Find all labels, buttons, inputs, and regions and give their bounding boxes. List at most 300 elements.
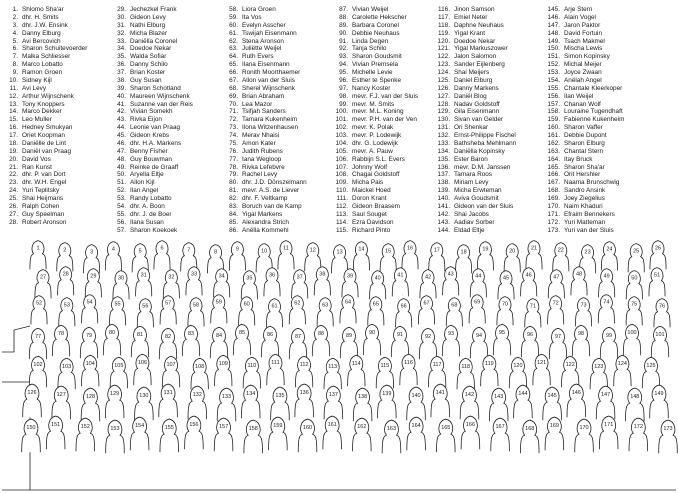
person-number: 82 bbox=[164, 333, 172, 340]
legend-number: 93. bbox=[339, 53, 348, 61]
legend-name: Randy Lobatto bbox=[130, 195, 172, 202]
legend-name: Avi Bercovich bbox=[22, 37, 61, 45]
person-silhouette bbox=[160, 419, 179, 452]
legend-entry bbox=[112, 45, 193, 53]
person-outline bbox=[400, 354, 417, 385]
legend-entry bbox=[330, 219, 418, 227]
person-number: 61 bbox=[271, 303, 278, 310]
person-outline bbox=[436, 419, 455, 452]
legend-name: Tamara Kukenheim bbox=[242, 116, 298, 124]
legend-name: Debbie Dupont bbox=[564, 132, 607, 139]
legend-entry bbox=[224, 195, 307, 203]
legend-name: Danny Schilo bbox=[130, 61, 168, 69]
person-outline bbox=[163, 270, 179, 299]
legend-name: mevr. F.J. van der Sluis bbox=[352, 92, 419, 100]
legend-name: Leonie van Praag bbox=[130, 124, 181, 132]
person-number: 103 bbox=[62, 363, 72, 370]
person-number: 116 bbox=[404, 359, 413, 366]
person-number: 136 bbox=[299, 390, 309, 397]
legend-name: Ronith Moorthaemer bbox=[242, 69, 301, 76]
person-outline bbox=[654, 299, 670, 328]
person-outline bbox=[109, 297, 125, 326]
legend-entry bbox=[224, 219, 307, 227]
legend-entry bbox=[432, 219, 516, 227]
person-number: 149 bbox=[654, 391, 664, 398]
person-number: 23 bbox=[584, 249, 591, 256]
legend-entry bbox=[4, 69, 87, 77]
legend-name: Daniel Elburg bbox=[454, 76, 493, 84]
legend-number: 154. bbox=[547, 76, 560, 84]
person-outline bbox=[470, 269, 486, 298]
legend-entry bbox=[112, 69, 193, 77]
person-number: 128 bbox=[85, 394, 96, 401]
legend-name: dhr. A. Boon bbox=[130, 202, 165, 210]
legend-name: Sharon Elburg bbox=[564, 139, 605, 147]
legend-name: Sivan van Gelder bbox=[454, 116, 504, 124]
legend-entry bbox=[224, 38, 307, 46]
outline-drawing bbox=[0, 232, 678, 493]
legend-entry bbox=[112, 195, 193, 203]
legend-number: 129. bbox=[437, 108, 450, 116]
legend-entry bbox=[224, 45, 307, 53]
person-number: 133 bbox=[221, 394, 232, 401]
person-outline bbox=[185, 416, 204, 449]
legend-name: Ran Kunst bbox=[22, 163, 52, 171]
person-silhouette bbox=[159, 384, 178, 417]
legend-name: Yigal Krant bbox=[454, 29, 486, 37]
person-number: 81 bbox=[136, 331, 144, 338]
legend-name: Doedoe Nekar bbox=[454, 37, 496, 45]
legend-name: Vivian Somekh bbox=[130, 108, 173, 116]
person-outline bbox=[324, 386, 343, 419]
legend-name: Danny Elburg bbox=[22, 29, 61, 37]
person-number: 25 bbox=[633, 248, 640, 255]
legend-entry bbox=[224, 53, 307, 61]
legend-name: Guy Speelman bbox=[22, 210, 65, 218]
legend-number: 24. bbox=[9, 187, 18, 195]
legend-name: Louraine Tugendhaft bbox=[564, 108, 623, 116]
person-silhouette bbox=[185, 416, 204, 449]
person-outline bbox=[348, 355, 365, 386]
person-outline bbox=[382, 420, 401, 453]
person-number: 154 bbox=[135, 423, 145, 430]
legend-entry bbox=[330, 116, 418, 124]
legend-entry bbox=[4, 140, 87, 148]
legend-entry bbox=[112, 38, 193, 46]
person-number: 66 bbox=[400, 303, 407, 310]
legend-entry bbox=[542, 53, 624, 61]
legend-number: 20. bbox=[9, 155, 18, 163]
person-outline bbox=[561, 356, 578, 387]
legend-entry bbox=[224, 93, 307, 101]
legend-number: 43. bbox=[117, 116, 126, 124]
legend-name: Johnny Wolf bbox=[352, 163, 388, 171]
person-number: 79 bbox=[85, 332, 93, 339]
person-silhouette bbox=[135, 387, 154, 420]
legend-name: Micha Erwteman bbox=[454, 187, 502, 195]
legend-entry bbox=[224, 164, 307, 172]
person-number: 68 bbox=[451, 302, 458, 309]
person-outline bbox=[548, 270, 564, 299]
legend-number: 96. bbox=[339, 76, 348, 84]
legend-name: Michelle Levie bbox=[352, 69, 393, 76]
person-number: 151 bbox=[51, 422, 61, 429]
person-outline bbox=[162, 356, 179, 387]
person-number: 67 bbox=[423, 300, 430, 307]
person-number: 14 bbox=[358, 246, 365, 253]
legend-entry bbox=[542, 164, 624, 172]
legend-name: Anëlla Kommehl bbox=[242, 226, 289, 234]
legend-name: Walda Sofiar bbox=[130, 53, 167, 61]
legend-name: Suzanne van der Reis bbox=[130, 100, 193, 108]
legend-name: Judith Rubens bbox=[242, 147, 283, 155]
legend-entry bbox=[4, 219, 87, 227]
person-number: 156 bbox=[189, 422, 199, 429]
legend-number: 66. bbox=[229, 69, 238, 76]
person-outline bbox=[29, 356, 46, 387]
legend-number: 173. bbox=[547, 226, 560, 234]
legend-number: 135. bbox=[437, 155, 450, 163]
legend-entry bbox=[224, 108, 307, 116]
person-number: 131 bbox=[163, 390, 173, 397]
person-silhouette bbox=[298, 419, 317, 452]
legend-entry bbox=[330, 77, 418, 85]
legend-number: 99. bbox=[339, 100, 348, 108]
legend-number: 52. bbox=[117, 187, 126, 195]
legend-name: Saul Souget bbox=[352, 210, 387, 218]
legend-name: Aadiav Sorber bbox=[454, 218, 495, 226]
person-number: 98 bbox=[577, 330, 585, 337]
legend-entry bbox=[112, 6, 193, 14]
legend-name: Emiel Neter bbox=[454, 13, 488, 21]
person-silhouette bbox=[659, 420, 678, 453]
legend-entry bbox=[330, 85, 418, 93]
legend-number: 101. bbox=[335, 116, 348, 124]
legend-name: dhr. H.A. Markens bbox=[130, 139, 182, 147]
person-outline bbox=[572, 325, 589, 356]
person-number: 155 bbox=[164, 425, 174, 432]
legend-entry bbox=[330, 30, 418, 38]
legend-number: 86. bbox=[229, 226, 238, 234]
person-outline bbox=[521, 326, 538, 357]
person-outline bbox=[378, 385, 397, 418]
person-number: 159 bbox=[273, 423, 283, 430]
legend-entry bbox=[4, 30, 87, 38]
legend-name: Gideon Levy bbox=[130, 13, 166, 21]
person-outline bbox=[30, 241, 46, 270]
person-number: 51 bbox=[653, 272, 661, 279]
legend-name: Jinon Samson bbox=[454, 6, 495, 13]
person-number: 118 bbox=[461, 363, 471, 370]
person-outline bbox=[600, 327, 617, 358]
person-outline bbox=[396, 299, 412, 328]
legend-name: Simon Kopinsky bbox=[564, 53, 610, 61]
legend-name: Alexandra Strich bbox=[242, 218, 289, 226]
legend-entry bbox=[432, 6, 516, 14]
person-number: 172 bbox=[633, 424, 643, 431]
group-photo-outline-key bbox=[0, 232, 678, 493]
legend-entry bbox=[112, 124, 193, 132]
person-silhouette bbox=[629, 418, 648, 451]
legend-entry bbox=[224, 171, 307, 179]
legend-number: 91. bbox=[339, 37, 348, 45]
person-outline bbox=[342, 269, 358, 298]
person-outline bbox=[543, 387, 562, 420]
legend-name: dhr. F. Veltkamp bbox=[242, 195, 288, 202]
person-outline bbox=[241, 271, 257, 300]
person-outline bbox=[214, 269, 230, 298]
person-number: 64 bbox=[344, 299, 352, 306]
person-silhouette bbox=[271, 387, 290, 420]
person-outline bbox=[323, 416, 342, 449]
legend-name: Sander Eijlenberg bbox=[454, 61, 505, 69]
legend-entry bbox=[112, 140, 193, 148]
person-outline bbox=[278, 241, 294, 270]
person-outline bbox=[159, 328, 176, 359]
person-outline bbox=[429, 243, 445, 272]
legend-entry bbox=[432, 45, 516, 53]
person-outline bbox=[549, 328, 566, 359]
person-number: 141 bbox=[435, 390, 445, 397]
legend-number: 55. bbox=[117, 210, 126, 218]
person-number: 39 bbox=[346, 273, 354, 280]
legend-entry bbox=[112, 148, 193, 156]
legend-name: Miriam Levy bbox=[454, 179, 489, 187]
legend-name: dhr. H. Smits bbox=[22, 13, 59, 21]
legend-entry bbox=[432, 22, 516, 30]
legend-entry bbox=[4, 179, 87, 187]
person-silhouette bbox=[217, 388, 236, 421]
person-number: 135 bbox=[275, 393, 285, 400]
person-outline bbox=[575, 298, 591, 327]
person-outline bbox=[628, 244, 644, 273]
legend-name: Ester Baron bbox=[454, 155, 488, 163]
legend-entry bbox=[330, 45, 418, 53]
person-silhouette bbox=[489, 388, 508, 421]
person-number: 52 bbox=[35, 300, 43, 307]
legend-name: Rivka Eijon bbox=[130, 116, 162, 124]
legend-number: 136. bbox=[437, 163, 450, 171]
legend-entry bbox=[432, 140, 516, 148]
legend-name: Itay Bruck bbox=[564, 155, 593, 163]
legend-entry bbox=[330, 211, 418, 219]
person-number: 77 bbox=[34, 333, 42, 340]
legend-entry bbox=[432, 93, 516, 101]
legend-entry bbox=[542, 93, 624, 101]
person-silhouette bbox=[520, 420, 539, 453]
legend-entry bbox=[432, 124, 516, 132]
legend-number: 134. bbox=[437, 147, 450, 155]
legend-number: 111. bbox=[336, 195, 348, 202]
legend-name: Juliëtte Weijel bbox=[242, 45, 282, 53]
person-number: 117 bbox=[432, 361, 442, 368]
legend-name: Ruth Evers bbox=[242, 53, 274, 61]
person-number: 90 bbox=[368, 329, 376, 336]
legend-number: 65. bbox=[229, 61, 238, 69]
legend-number: 151. bbox=[547, 53, 560, 61]
legend-entry bbox=[224, 30, 307, 38]
person-number: 16 bbox=[406, 245, 414, 252]
legend-entry bbox=[4, 45, 87, 53]
legend-number: 3. bbox=[12, 21, 18, 29]
legend-name: Evelyn Asscher bbox=[242, 21, 286, 29]
legend-entry bbox=[432, 85, 516, 93]
legend-number: 113. bbox=[336, 210, 348, 218]
person-outline bbox=[353, 388, 372, 421]
person-number: 85 bbox=[238, 329, 246, 336]
legend-entry bbox=[542, 156, 624, 164]
person-silhouette bbox=[575, 419, 594, 452]
legend-number: 120. bbox=[437, 37, 450, 45]
legend-entry bbox=[112, 30, 193, 38]
person-outline bbox=[295, 384, 314, 417]
person-number: 15 bbox=[385, 248, 392, 255]
legend-name: Sandro Ansink bbox=[564, 187, 606, 195]
legend-entry bbox=[112, 219, 193, 227]
legend-entry bbox=[4, 22, 87, 30]
legend-number: 48. bbox=[117, 155, 126, 163]
legend-number: 102. bbox=[335, 124, 348, 132]
legend-name: Gideon Krebs bbox=[130, 132, 170, 139]
person-number: 166 bbox=[465, 422, 476, 429]
person-number: 96 bbox=[526, 331, 534, 338]
person-outline bbox=[504, 244, 520, 273]
legend-entry bbox=[330, 203, 418, 211]
person-outline bbox=[520, 420, 539, 453]
legend-name: mevr. M.L. Koning bbox=[352, 108, 404, 116]
person-outline bbox=[340, 295, 356, 324]
person-outline bbox=[370, 271, 386, 300]
legend-number: 23. bbox=[9, 179, 18, 187]
person-silhouette bbox=[105, 385, 124, 418]
legend-entry bbox=[224, 156, 307, 164]
legend-number: 49. bbox=[117, 163, 126, 171]
person-outline bbox=[625, 388, 644, 421]
legend-entry bbox=[224, 101, 307, 109]
legend-number: 165. bbox=[547, 163, 560, 171]
person-outline bbox=[134, 354, 151, 385]
legend-name: Nathi Elburg bbox=[130, 21, 166, 29]
legend-name: Shai Jacobs bbox=[454, 210, 489, 218]
person-number: 10 bbox=[261, 248, 268, 255]
person-outline bbox=[289, 296, 305, 325]
legend-entry bbox=[432, 148, 516, 156]
legend-entry bbox=[330, 140, 418, 148]
legend-name: Ilona Witzenhausen bbox=[242, 124, 299, 132]
person-number: 22 bbox=[557, 247, 564, 254]
legend-entry bbox=[432, 61, 516, 69]
legend-number: 141. bbox=[437, 202, 450, 210]
legend-entry bbox=[432, 164, 516, 172]
person-outline bbox=[368, 297, 384, 326]
person-outline bbox=[353, 242, 369, 271]
person-outline bbox=[428, 356, 445, 387]
legend-number: 143. bbox=[437, 218, 450, 226]
legend-number: 105. bbox=[335, 147, 348, 155]
legend-name: Anëlah Angel bbox=[564, 76, 602, 84]
legend-number: 60. bbox=[229, 21, 238, 29]
legend-name: Daniëlla Kopinsky bbox=[454, 147, 505, 155]
person-number: 158 bbox=[248, 426, 258, 433]
person-number: 55 bbox=[114, 301, 121, 308]
person-number: 143 bbox=[494, 394, 504, 401]
person-outline bbox=[545, 417, 564, 450]
person-outline bbox=[493, 324, 510, 355]
person-number: 111 bbox=[271, 359, 280, 366]
person-outline bbox=[418, 296, 434, 325]
legend-number: 71. bbox=[229, 108, 238, 116]
person-outline bbox=[629, 418, 648, 451]
legend-entry bbox=[4, 108, 87, 116]
person-number: 74 bbox=[603, 299, 610, 306]
person-number: 120 bbox=[513, 362, 523, 369]
legend-entry bbox=[542, 85, 624, 93]
legend-entry bbox=[330, 61, 418, 69]
legend-number: 19. bbox=[9, 147, 18, 155]
person-outline bbox=[160, 296, 176, 325]
legend-name: Allon Kijl bbox=[130, 179, 155, 187]
legend-entry bbox=[330, 22, 418, 30]
person-outline bbox=[58, 267, 74, 296]
legend-number: 92. bbox=[339, 45, 348, 53]
legend-number: 137. bbox=[437, 171, 450, 179]
legend-name: Rivka Lefebvre bbox=[242, 163, 285, 171]
person-number: 113 bbox=[328, 363, 338, 370]
person-number: 6 bbox=[160, 245, 164, 252]
legend-entry bbox=[542, 124, 624, 132]
legend-name: Gideon van der Sluis bbox=[454, 202, 514, 210]
person-silhouette bbox=[431, 384, 450, 417]
legend-entry bbox=[330, 14, 418, 22]
name-legend bbox=[0, 6, 678, 236]
person-number: 76 bbox=[658, 303, 666, 310]
legend-column-5 bbox=[432, 6, 516, 234]
legend-name: Doedoe Nekar bbox=[130, 45, 172, 53]
person-outline bbox=[614, 355, 631, 386]
legend-entry bbox=[4, 6, 87, 14]
person-outline bbox=[106, 420, 125, 453]
person-outline bbox=[31, 296, 47, 325]
legend-entry bbox=[542, 77, 624, 85]
legend-number: 16. bbox=[9, 124, 18, 132]
person-number: 87 bbox=[294, 333, 302, 340]
legend-name: Ilan Angel bbox=[130, 187, 159, 195]
legend-number: 81. bbox=[229, 187, 238, 195]
legend-number: 162. bbox=[547, 139, 560, 147]
person-number: 164 bbox=[411, 423, 421, 430]
person-silhouette bbox=[545, 417, 564, 450]
legend-name: Ezra Davidson bbox=[352, 218, 394, 226]
legend-entry bbox=[330, 148, 418, 156]
legend-entry bbox=[542, 219, 624, 227]
legend-entry bbox=[112, 179, 193, 187]
legend-entry bbox=[432, 132, 516, 140]
legend-entry bbox=[224, 85, 307, 93]
legend-entry bbox=[432, 211, 516, 219]
person-silhouette bbox=[596, 386, 615, 419]
person-number: 73 bbox=[580, 302, 587, 309]
legend-entry bbox=[432, 156, 516, 164]
legend-name: Tsifjah Sanders bbox=[242, 108, 286, 116]
person-number: 145 bbox=[547, 393, 557, 400]
person-outline bbox=[431, 384, 450, 417]
person-number: 1 bbox=[36, 245, 40, 252]
person-outline bbox=[363, 324, 380, 355]
person-number: 163 bbox=[386, 426, 397, 433]
legend-entry bbox=[112, 22, 193, 30]
person-number: 99 bbox=[605, 332, 613, 339]
legend-entry bbox=[4, 156, 87, 164]
